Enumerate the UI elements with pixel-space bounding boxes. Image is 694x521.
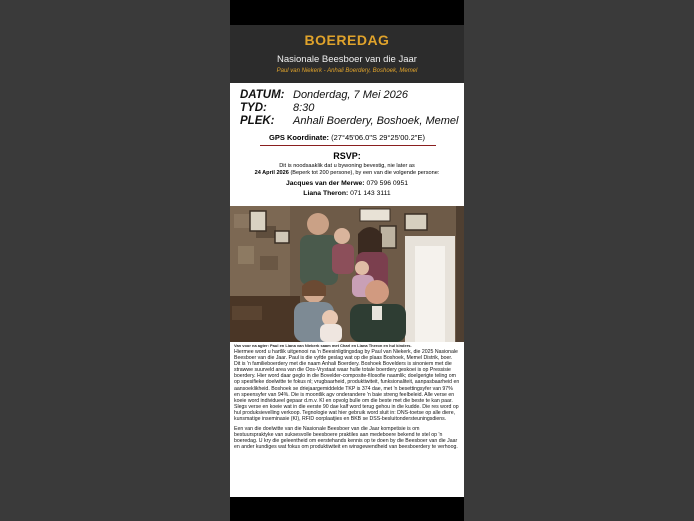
- event-title: BOEREDAG: [304, 32, 390, 48]
- place-row: [240, 115, 464, 128]
- photo-caption: Van voor na agter: Paul en Liana van Niekerk saam met Charl en Liana Theron en hul kinders.: [234, 343, 412, 348]
- body-text: [234, 349, 460, 455]
- event-subtitle: Nasionale Beesboer van die Jaar: [277, 54, 417, 65]
- contact-2: [230, 190, 464, 197]
- date-label: DATUM:: [240, 89, 285, 101]
- body-paragraph: Een van die doelwitte van die Nasionale Beesboer van die Jaar kompetisie is om bestuurspraktyke van suksesvolle beesboere praktiles aan medeboere bekend te stel op 'n boeredag. U kry die geleentheid om eerstehands kennis op te doen by die Beesboer van die Jaar en ander kundiges wat fokus om produktiwiteit en winsgewendheid van beesboerdery te verhoog.: [234, 426, 458, 451]
- time-label: TYD:: [240, 102, 267, 114]
- time-row: [240, 102, 464, 115]
- contact-phone[interactable]: 071 143 3111: [350, 190, 391, 197]
- place-label: PLEK:: [240, 115, 275, 127]
- rsvp-text: [242, 163, 452, 177]
- date-row: [240, 89, 464, 102]
- time-value: 8:30: [293, 102, 315, 114]
- date-value: Donderdag, 7 Mei 2026: [293, 89, 408, 101]
- gps-value: (27°45'06.0"S 29°25'00.2"E): [331, 133, 425, 142]
- phone-screen: [230, 0, 464, 521]
- flyer-header: [230, 25, 464, 83]
- rsvp-text-1: Dit is noodsaaklik dat u bywoning bevestig, nie later as: [279, 163, 415, 169]
- place-value: Anhali Boerdery, Boshoek, Memel: [293, 115, 459, 127]
- event-details: [230, 83, 464, 128]
- body-paragraph: Hiermee word u hartlik uitgenooi na 'n Beesinligtingsdag by Paul van Niekerk, die 2025 Nasionale Beesboer van die Jaar. Paul is die vyfde geslag wat op die plaas Boshoek, Memel Distrik, boer. Dit is 'n familieboerdery met die naam Anhali Boerdery. Boshoek Bovelders is sinoniem met die strawwe suurveld area van die Oos-Vrystaat waar hulle totale boerdery geskoei is op Pressisie boerdery. Hier word daar geglo in die Bovelder-composite-filosofie naamlik; doelgerigte teling om op spesifieke doelwitte te fokus nl; vrugbaarheid, produktiwiteit, funksionaliteit, aanpasbaarheid en aansoeklikheid. Boshoek se driejaargemiddelde TKP is 374 dae, met 'n besettingsyfer van 97% en speensyfer van 94%. Die is moontlik agv onderandere 'n baie streng feelbeleid. Alle verse en koeie word individueel gepaar d.m.v. KI en opvolg bulle om die beste met die beste te kan paar. Slegs verse en koeie wat in die eerste 90 dae kalf word terug gehou in die kudde. Die res word op hul produksievelling verkoop. Tegnologie wat hier gebruik word sluit in: DNS-toetse op alle diere, kunsmatige inseminasie (KI), RFID oorplaatjies en BKB se DSS-besluitondersteuningsdiens.: [234, 349, 460, 423]
- rsvp-deadline: 24 April 2026: [254, 170, 289, 176]
- event-tagline: Paul van Niekerk - Anhali Boerdery, Boshoek, Memel: [276, 68, 418, 74]
- family-photo: [230, 206, 464, 342]
- rsvp-text-2: (Beperk tot 200 persone), by een van die volgende persone:: [288, 170, 440, 176]
- contact-1: [230, 180, 464, 187]
- contact-name: Jacques van der Merwe:: [285, 180, 365, 187]
- contact-name: Liana Theron:: [303, 190, 349, 197]
- gps-coordinates: [230, 133, 464, 142]
- flyer: [230, 25, 464, 497]
- contact-phone[interactable]: 079 596 0951: [366, 180, 409, 187]
- divider: [260, 145, 436, 146]
- rsvp-title: RSVP:: [333, 151, 361, 161]
- gps-label: GPS Koordinate:: [269, 133, 330, 142]
- family-photo-illustration: [230, 206, 464, 342]
